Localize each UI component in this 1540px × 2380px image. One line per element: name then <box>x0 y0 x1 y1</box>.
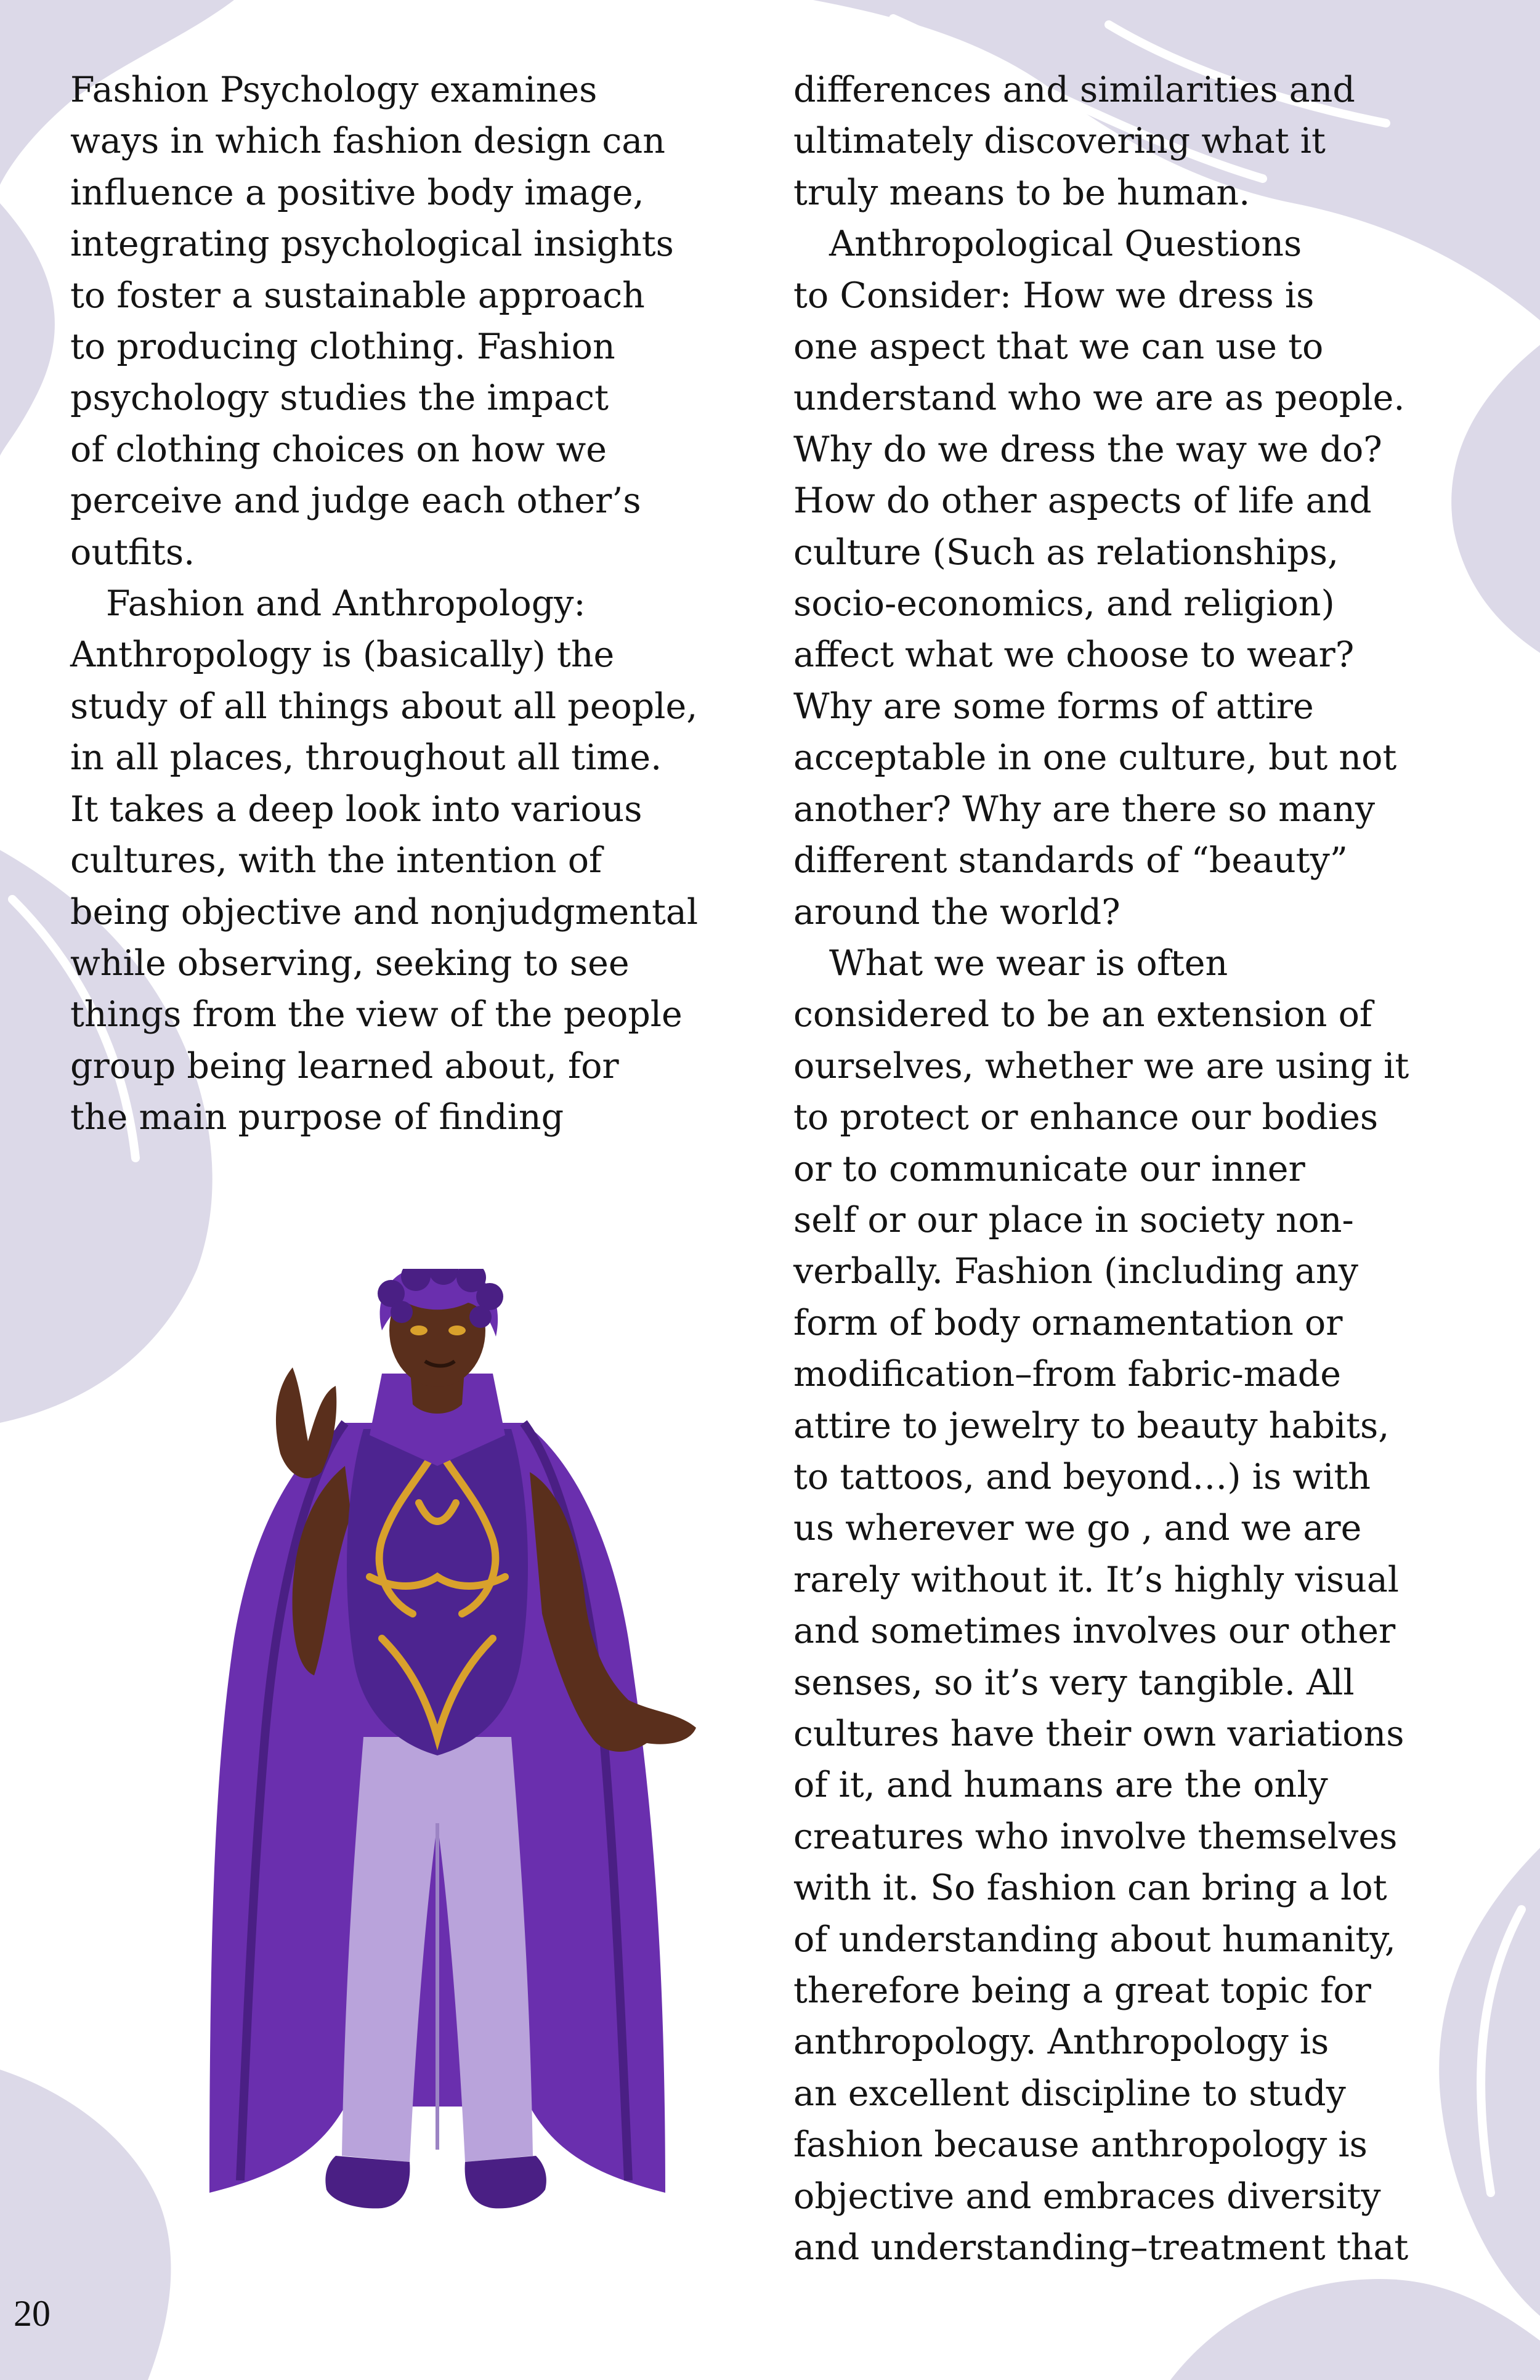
text-line: cultures, with the intention of <box>70 840 602 881</box>
text-line: Fashion Psychology examines <box>70 70 598 110</box>
text-line: understand who we are as people. <box>793 378 1405 419</box>
text-line: with it. So fashion can bring a lot <box>793 1868 1387 1909</box>
text-line: one aspect that we can use to <box>793 326 1324 368</box>
text-line: study of all things about all people, <box>70 686 698 727</box>
text-line: Why are some forms of attire <box>793 686 1314 727</box>
text-line: and sometimes involves our other <box>793 1611 1396 1652</box>
text-line: integrating psychological insights <box>70 224 674 265</box>
text-line: Why do we dress the way we do? <box>793 429 1382 470</box>
text-line: or to communicate our inner <box>793 1148 1305 1189</box>
text-line: ultimately discovering what it <box>793 121 1326 162</box>
text-line: of clothing choices on how we <box>70 429 607 470</box>
text-line: self or our place in society non- <box>793 1199 1354 1241</box>
left-shoe <box>325 2156 410 2208</box>
text-line: socio-economics, and religion) <box>793 583 1335 625</box>
text-line: an excellent discipline to study <box>793 2073 1346 2114</box>
paragraph-start-line: What we wear is often <box>829 942 1228 984</box>
text-line: objective and embraces diversity <box>793 2176 1381 2217</box>
text-line: attire to jewelry to beauty habits, <box>793 1405 1390 1446</box>
text-line: fashion because anthropology is <box>793 2124 1368 2166</box>
text-line: verbally. Fashion (including any <box>793 1251 1358 1292</box>
section-heading-line: Anthropological Questions <box>829 224 1302 265</box>
text-line: in all places, throughout all time. <box>70 737 662 779</box>
text-line: acceptable in one culture, but not <box>793 737 1397 779</box>
text-line: another? Why are there so many <box>793 788 1376 830</box>
text-line: modification–from fabric-made <box>793 1354 1341 1395</box>
text-line: differences and similarities and <box>793 70 1355 110</box>
text-line: Anthropology is (basically) the <box>70 634 615 676</box>
ornate-vest <box>347 1429 528 1755</box>
text-line: to protect or enhance our bodies <box>793 1097 1379 1138</box>
page-number: 20 <box>14 2293 51 2334</box>
text-line: anthropology. Anthropology is <box>793 2022 1329 2063</box>
text-line: therefore being a great topic for <box>793 1970 1371 2012</box>
text-line: ways in which fashion design can <box>70 121 665 162</box>
text-line: It takes a deep look into various <box>70 788 642 830</box>
text-line: things from the view of the people <box>70 994 683 1035</box>
text-line: to foster a sustainable approach <box>70 275 645 316</box>
text-line: culture (Such as relationships, <box>793 532 1339 573</box>
text-line: influence a positive body image, <box>70 172 644 213</box>
text-line: perceive and judge each other’s <box>70 480 641 522</box>
fashion-figure-illustration <box>160 1269 715 2242</box>
section-heading-line: Fashion and Anthropology: <box>106 583 586 625</box>
text-line: being objective and nonjudgmental <box>70 891 699 933</box>
text-line: while observing, seeking to see <box>70 942 630 984</box>
text-line: to tattoos, and beyond…) is with <box>793 1456 1371 1497</box>
text-line: to producing clothing. Fashion <box>70 326 615 368</box>
text-line: affect what we choose to wear? <box>793 634 1355 676</box>
text-line: psychology studies the impact <box>70 378 609 419</box>
text-line: senses, so it’s very tangible. All <box>793 1662 1355 1703</box>
text-line: us wherever we go , and we are <box>793 1508 1362 1549</box>
text-line: considered to be an extension of <box>793 994 1372 1035</box>
text-line: outfits. <box>70 532 195 573</box>
text-line: of it, and humans are the only <box>793 1765 1328 1806</box>
text-line: ourselves, whether we are using it <box>793 1045 1409 1087</box>
text-line: different standards of “beauty” <box>793 840 1348 881</box>
left-text-column <box>70 65 772 1144</box>
text-line: form of body ornamentation or <box>793 1302 1343 1343</box>
text-line: cultures have their own variations <box>793 1714 1404 1754</box>
text-line: of understanding about humanity, <box>793 1919 1396 1960</box>
text-line: group being learned about, for <box>70 1045 619 1087</box>
text-line: How do other aspects of life and <box>793 480 1372 522</box>
text-line: and understanding–treatment that <box>793 2227 1409 2269</box>
text-line: rarely without it. It’s highly visual <box>793 1559 1400 1600</box>
right-text-column <box>793 65 1520 2273</box>
right-shoe <box>465 2156 546 2208</box>
text-line: around the world? <box>793 891 1121 933</box>
text-line: truly means to be human. <box>793 172 1250 213</box>
text-line: to Consider: How we dress is <box>793 275 1315 316</box>
text-line: creatures who involve themselves <box>793 1816 1398 1857</box>
text-line: the main purpose of finding <box>70 1097 564 1138</box>
